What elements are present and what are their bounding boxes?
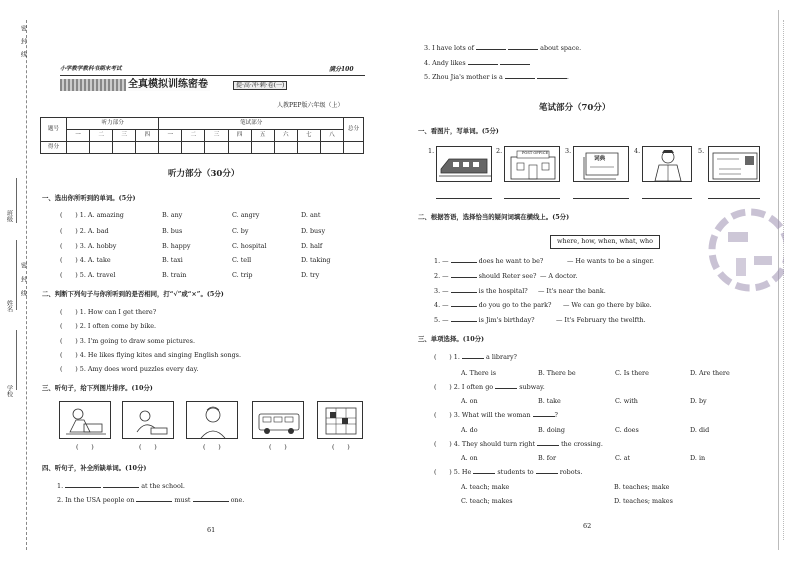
pic-num: 4. — [634, 147, 641, 155]
fill-blank[interactable] — [508, 49, 538, 50]
score-cell[interactable] — [344, 142, 364, 154]
option-b: B. any — [162, 211, 183, 219]
wh-item — [434, 302, 551, 310]
fill-suffix: at the school. — [141, 482, 185, 490]
wh-question: should Reter see? — [478, 272, 537, 280]
score-cell[interactable] — [159, 142, 182, 154]
mc-option-c: C. Is there — [615, 369, 649, 377]
total-label: 总分 — [344, 118, 364, 142]
mc-question — [434, 412, 558, 420]
mc-stem: ( ) 4. They should turn right — [434, 440, 536, 448]
row-defen: 得分 — [41, 142, 67, 154]
fill-blank[interactable] — [505, 78, 535, 79]
option-d: D. try — [301, 271, 320, 279]
picture-bus — [252, 401, 304, 439]
fill-prefix: 2. In the USA people on — [57, 496, 135, 504]
order-bracket[interactable]: ( ) — [332, 443, 350, 451]
fill-blank[interactable] — [136, 501, 172, 502]
fill-item-1 — [57, 483, 185, 491]
wh-blank[interactable] — [451, 321, 477, 322]
fill-blank[interactable] — [103, 487, 139, 488]
option-c: C. hospital — [232, 242, 267, 250]
pic-num: 3. — [565, 147, 572, 155]
fill-blank[interactable] — [476, 49, 506, 50]
wh-item — [434, 258, 543, 266]
order-bracket[interactable]: ( ) — [139, 443, 157, 451]
picture-crossword — [317, 401, 363, 439]
page-number-right: 62 — [583, 522, 592, 530]
mc-option-a: A. on — [461, 454, 478, 462]
mc-question — [434, 354, 517, 362]
mc-stem-end: ? — [554, 411, 558, 419]
option-b: B. taxi — [162, 256, 183, 264]
fill-blank[interactable] — [65, 487, 101, 488]
mc-option-c: C. teach; makes — [461, 497, 513, 505]
fill-blank[interactable] — [468, 64, 498, 65]
full-score: 满分100 — [329, 66, 354, 73]
listening-s1-heading: 一、选出你所听到的单词。(5分) — [42, 194, 136, 202]
score-cell[interactable] — [228, 142, 251, 154]
wh-blank[interactable] — [451, 277, 477, 278]
option-d: D. taking — [301, 256, 331, 264]
option-a: ( ) 3. A. hobby — [60, 242, 117, 250]
mc-question — [434, 441, 603, 449]
listening-s4-heading: 四、听句子，补全所缺单词。(10分) — [42, 464, 147, 472]
num-cell: 二 — [90, 130, 113, 142]
mc-option-a: A. There is — [461, 369, 497, 377]
wh-item — [434, 273, 536, 281]
score-cell[interactable] — [320, 142, 343, 154]
writing-title: 笔试部分（70分） — [539, 103, 611, 113]
option-d: D. half — [301, 242, 323, 250]
mc-stem-end: a library? — [486, 353, 517, 361]
option-b: B. train — [162, 271, 187, 279]
wh-prefix: 5. — — [434, 316, 449, 324]
answer-line[interactable] — [708, 198, 760, 199]
option-c: C. trip — [232, 271, 253, 279]
num-cell: 三 — [113, 130, 136, 142]
mc-option-d: D. teaches; makes — [614, 497, 673, 505]
mc-stem-end: the crossing. — [561, 440, 603, 448]
order-bracket[interactable]: ( ) — [203, 443, 221, 451]
binding-dashed-line — [26, 20, 27, 550]
fill-blank[interactable] — [537, 78, 567, 79]
wh-answer: — He wants to be a singer. — [567, 257, 654, 265]
num-cell: 一 — [67, 130, 90, 142]
option-c: C. angry — [232, 211, 260, 219]
judge-item: ( ) 4. He likes flying kites and singing English songs. — [60, 351, 241, 359]
seal-xian-2: 线 — [19, 51, 27, 58]
writing-s3-heading: 三、单项选择。(10分) — [418, 335, 485, 343]
mc-option-c: C. with — [615, 397, 638, 405]
score-cell[interactable] — [90, 142, 113, 154]
fill-prefix: 3. I have lots of — [424, 44, 475, 52]
num-cell: 五 — [251, 130, 274, 142]
option-a: ( ) 1. A. amazing — [60, 211, 124, 219]
wh-answer: — We can go there by bike. — [563, 301, 652, 309]
exam-badge: 提·高·冲·刺·卷(一) — [233, 81, 287, 90]
score-cell[interactable] — [182, 142, 205, 154]
stamp-watermark — [706, 198, 784, 302]
fill-suffix: . — [566, 73, 569, 81]
mc-stem: ( ) 3. What will the woman — [434, 411, 531, 419]
mc-blank[interactable] — [537, 445, 559, 446]
order-bracket[interactable]: ( ) — [269, 443, 287, 451]
num-cell: 四 — [136, 130, 159, 142]
school-blank — [16, 330, 17, 390]
fill-item-2 — [57, 497, 244, 505]
option-b: B. happy — [162, 242, 191, 250]
judge-item: ( ) 2. I often come by bike. — [60, 322, 157, 330]
mc-option-d: D. by — [690, 397, 707, 405]
mc-option-c: C. at — [615, 454, 631, 462]
wh-blank[interactable] — [451, 292, 477, 293]
wh-answer: — A doctor. — [540, 272, 578, 280]
fill-prefix: 4. Andy likes — [424, 59, 466, 67]
seal-xian: 线 — [19, 290, 27, 297]
mc-blank[interactable] — [473, 473, 495, 474]
answer-line[interactable] — [573, 198, 629, 199]
picture-envelope — [708, 146, 760, 182]
answer-line[interactable] — [642, 198, 692, 199]
wh-question: is Jim's birthday? — [478, 316, 535, 324]
pic-num: 5. — [698, 147, 705, 155]
pic-num: 1. — [428, 147, 435, 155]
writing-part-label: 笔试部分 — [159, 118, 344, 130]
writing-s2-heading: 二、根据答语，选择恰当的疑问词填在横线上。(5分) — [418, 213, 570, 221]
fill-suffix: one. — [230, 496, 245, 504]
option-c: C. by — [232, 227, 249, 235]
score-cell[interactable] — [251, 142, 274, 154]
option-a: ( ) 4. A. take — [60, 256, 111, 264]
picture-singing-boy — [186, 401, 238, 439]
fill-suffix: about space. — [540, 44, 582, 52]
class-blank — [16, 178, 17, 223]
score-cell[interactable] — [136, 142, 159, 154]
wh-item — [434, 317, 535, 325]
picture-doctor — [642, 146, 692, 182]
score-cell[interactable] — [205, 142, 228, 154]
mc-option-d: D. did — [690, 426, 710, 434]
mc-blank[interactable] — [495, 388, 517, 389]
header-rule — [60, 75, 365, 76]
wh-answer: — It's near the bank. — [538, 287, 606, 295]
wh-blank[interactable] — [451, 306, 477, 307]
num-cell: 六 — [274, 130, 297, 142]
mc-option-b: B. for — [538, 454, 557, 462]
fill-item-5 — [424, 74, 569, 82]
listening-title: 听力部分（30分） — [168, 169, 240, 179]
wh-answer: — It's February the twelfth. — [556, 316, 646, 324]
name-blank — [16, 240, 17, 310]
score-cell[interactable] — [297, 142, 320, 154]
exam-title: 全真模拟训练密卷 — [128, 79, 208, 90]
option-a: ( ) 2. A. bad — [60, 227, 109, 235]
word-bank-box: where, how, when, what, who — [550, 235, 660, 249]
dictionary-sign: 词典 — [594, 156, 606, 162]
mc-option-d: D. Are there — [690, 369, 730, 377]
mc-blank[interactable] — [533, 416, 555, 417]
wh-question: does he want to be? — [478, 257, 544, 265]
mc-stem: ( ) 5. He — [434, 468, 472, 476]
mc-option-b: B. take — [538, 397, 561, 405]
picture-dictionary — [573, 146, 629, 182]
mc-question — [434, 469, 582, 477]
seal-mi: 密 — [19, 262, 27, 269]
wh-blank[interactable] — [451, 262, 477, 263]
option-b: B. bus — [162, 227, 183, 235]
fill-prefix: 1. — [57, 482, 64, 490]
mc-option-d: D. in — [690, 454, 706, 462]
edition-label: 人教PEP版六年级（上） — [277, 102, 344, 109]
judge-item: ( ) 5. Amy does word puzzles every day. — [60, 365, 199, 373]
wh-question: do you go to the park? — [478, 301, 552, 309]
mc-option-a: A. on — [461, 397, 478, 405]
class-label: 班级 — [5, 210, 13, 223]
num-cell: 四 — [228, 130, 251, 142]
mc-stem: ( ) 1. — [434, 353, 460, 361]
post-office-sign: POST OFFICE — [522, 151, 549, 155]
judge-item: ( ) 3. I'm going to draw some pictures. — [60, 337, 195, 345]
fill-item-3 — [424, 45, 581, 53]
seal-mi-2: 密 — [19, 25, 27, 32]
option-c: C. tell — [232, 256, 252, 264]
mc-stem: ( ) 2. I often go — [434, 383, 494, 391]
school-label: 学校 — [5, 385, 13, 398]
seal-feng-2: 封 — [19, 38, 27, 45]
num-cell: 七 — [297, 130, 320, 142]
listening-part-label: 听力部分 — [67, 118, 159, 130]
wh-prefix: 1. — — [434, 257, 449, 265]
fill-blank[interactable] — [500, 64, 530, 65]
picture-train — [436, 146, 492, 182]
wh-item — [434, 288, 528, 296]
wh-prefix: 4. — — [434, 301, 449, 309]
fill-blank[interactable] — [193, 501, 229, 502]
pic-num: 2. — [496, 147, 503, 155]
writing-s1-heading: 一、看图片，写单词。(5分) — [418, 127, 499, 135]
listening-s3-heading: 三、听句子，给下列图片排序。(10分) — [42, 384, 153, 392]
mc-blank[interactable] — [536, 473, 558, 474]
answer-line[interactable] — [504, 198, 560, 199]
fill-mid: must — [174, 496, 191, 504]
fill-prefix: 5. Zhou Jia's mother is a — [424, 73, 503, 81]
seal-feng: 封 — [19, 276, 27, 283]
mc-option-a: A. teach; make — [461, 483, 510, 491]
mc-stem-end: robots. — [559, 468, 583, 476]
fill-item-4 — [424, 60, 530, 68]
picture-post-office — [504, 146, 560, 182]
num-cell: 一 — [159, 130, 182, 142]
num-cell: 八 — [320, 130, 343, 142]
picture-drawing-kid — [122, 401, 174, 439]
mc-option-b: B. doing — [538, 426, 565, 434]
mc-option-b: B. There be — [538, 369, 576, 377]
mc-option-c: C. does — [615, 426, 639, 434]
page-number-left: 61 — [207, 526, 216, 534]
wh-prefix: 2. — — [434, 272, 449, 280]
num-cell: 二 — [182, 130, 205, 142]
right-binding-dots — [783, 20, 791, 540]
mc-option-b: B. teaches; make — [614, 483, 670, 491]
option-d: D. busy — [301, 227, 326, 235]
score-table — [40, 117, 364, 154]
score-cell[interactable] — [113, 142, 136, 154]
judge-item: ( ) 1. How can I get there? — [60, 308, 157, 316]
option-a: ( ) 5. A. travel — [60, 271, 116, 279]
wh-question: is the hospital? — [478, 287, 528, 295]
option-d: D. ant — [301, 211, 321, 219]
answer-line[interactable] — [436, 198, 492, 199]
mc-blank[interactable] — [462, 358, 484, 359]
order-bracket[interactable]: ( ) — [76, 443, 94, 451]
col-tihao: 题号 — [41, 118, 67, 142]
score-cell[interactable] — [274, 142, 297, 154]
name-label: 姓名 — [5, 300, 13, 313]
publisher-logo-text: 小学教学教科书期末考试 — [60, 66, 122, 72]
mc-stem-end: subway. — [519, 383, 545, 391]
num-cell: 三 — [205, 130, 228, 142]
mc-option-a: A. do — [461, 426, 478, 434]
wh-prefix: 3. — — [434, 287, 449, 295]
mc-question — [434, 384, 545, 392]
picture-reading-boy — [59, 401, 111, 439]
listening-s2-heading: 二、判断下列句子与你所听到的是否相同，打“√”或“×”。(5分) — [42, 290, 224, 298]
mc-stem-mid: students to — [497, 468, 534, 476]
score-cell[interactable] — [67, 142, 90, 154]
